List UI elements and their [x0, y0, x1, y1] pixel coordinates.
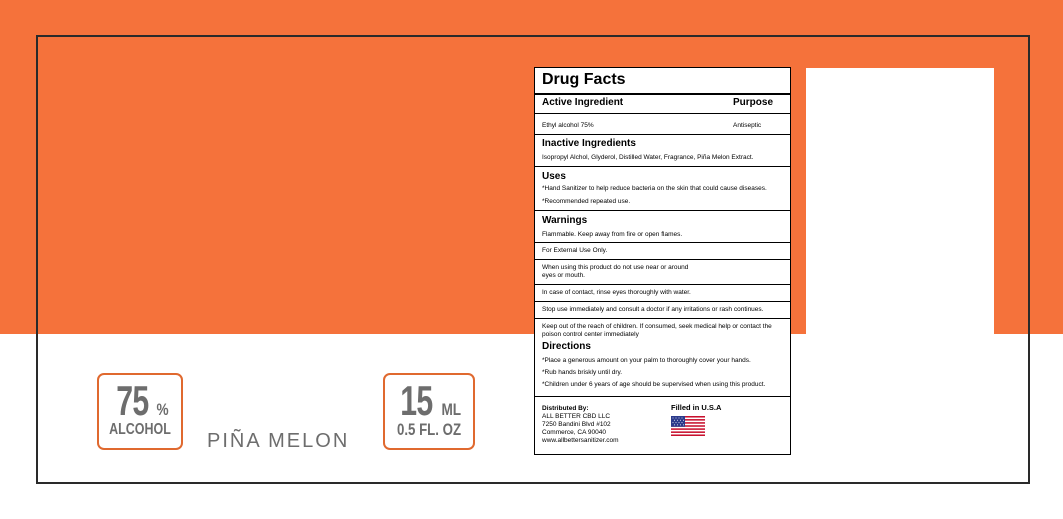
divider — [535, 113, 790, 114]
warning-line: Flammable. Keep away from fire or open flames. — [542, 231, 683, 238]
blank-window — [806, 68, 994, 334]
divider — [535, 318, 790, 319]
warnings-heading: Warnings — [542, 215, 588, 226]
direction-line: *Rub hands briskly until dry. — [542, 369, 623, 376]
distributor-line: 7250 Bandini Blvd #102 — [542, 421, 611, 428]
direction-line: *Children under 6 years of age should be supervised when using this product. — [542, 381, 766, 388]
volume-unit: ML — [441, 400, 462, 419]
warning-line: When using this product do not use near or around — [542, 264, 689, 271]
distributed-heading: Distributed By: — [542, 405, 589, 412]
purpose: Antiseptic — [733, 122, 762, 129]
alcohol-value: 75 — [116, 377, 149, 424]
warning-line: Stop use immediately and consult a doctor if any irritations or rash continues. — [542, 306, 764, 313]
drug-facts-title: Drug Facts — [542, 71, 626, 88]
uses-line: *Hand Sanitizer to help reduce bacteria on the skin that could cause diseases. — [542, 185, 767, 192]
inactive-text: Isopropyl Alchol, Glyderol, Distilled Water, Fragrance, Piña Melon Extract. — [542, 154, 754, 161]
directions-heading: Directions — [542, 341, 591, 352]
distributor-line: Commerce, CA 90040 — [542, 429, 606, 436]
warning-line: In case of contact, rinse eyes thoroughly with water. — [542, 289, 691, 296]
divider — [535, 166, 790, 167]
active-ingredient-heading: Active Ingredient — [542, 97, 624, 108]
us-flag-icon — [671, 416, 705, 436]
keep-out-text: Keep out of the reach of children. If consumed, seek medical help or contact the poison control center immediately — [542, 323, 772, 338]
volume-value: 15 — [400, 377, 433, 424]
drug-facts-panel — [534, 67, 791, 455]
divider — [535, 301, 790, 302]
distributor-line: ALL BETTER CBD LLC — [542, 413, 611, 420]
divider — [535, 396, 790, 397]
warning-line: eyes or mouth. — [542, 272, 585, 279]
alcohol-badge — [97, 373, 183, 450]
alcohol-unit: % — [156, 400, 169, 419]
warning-line: For External Use Only. — [542, 247, 608, 254]
filled-in-text: Filled in U.S.A — [671, 403, 722, 412]
divider — [535, 242, 790, 243]
volume-badge — [383, 373, 475, 450]
inactive-heading: Inactive Ingredients — [542, 138, 636, 149]
divider — [535, 259, 790, 260]
divider — [535, 134, 790, 135]
divider — [535, 93, 790, 95]
purpose-heading: Purpose — [733, 97, 774, 108]
volume-oz: 0.5 FL. OZ — [396, 420, 462, 439]
uses-line: *Recommended repeated use. — [542, 198, 631, 205]
divider — [535, 284, 790, 285]
distributor-line: www.allbettersanitizer.com — [542, 437, 619, 444]
uses-heading: Uses — [542, 171, 566, 182]
flavor-name: PIÑA MELON — [207, 430, 350, 452]
alcohol-label: ALCOHOL — [109, 421, 171, 438]
direction-line: *Place a generous amount on your palm to thoroughly cover your hands. — [542, 357, 751, 364]
divider — [535, 210, 790, 211]
active-ingredient: Ethyl alcohol 75% — [542, 122, 594, 129]
